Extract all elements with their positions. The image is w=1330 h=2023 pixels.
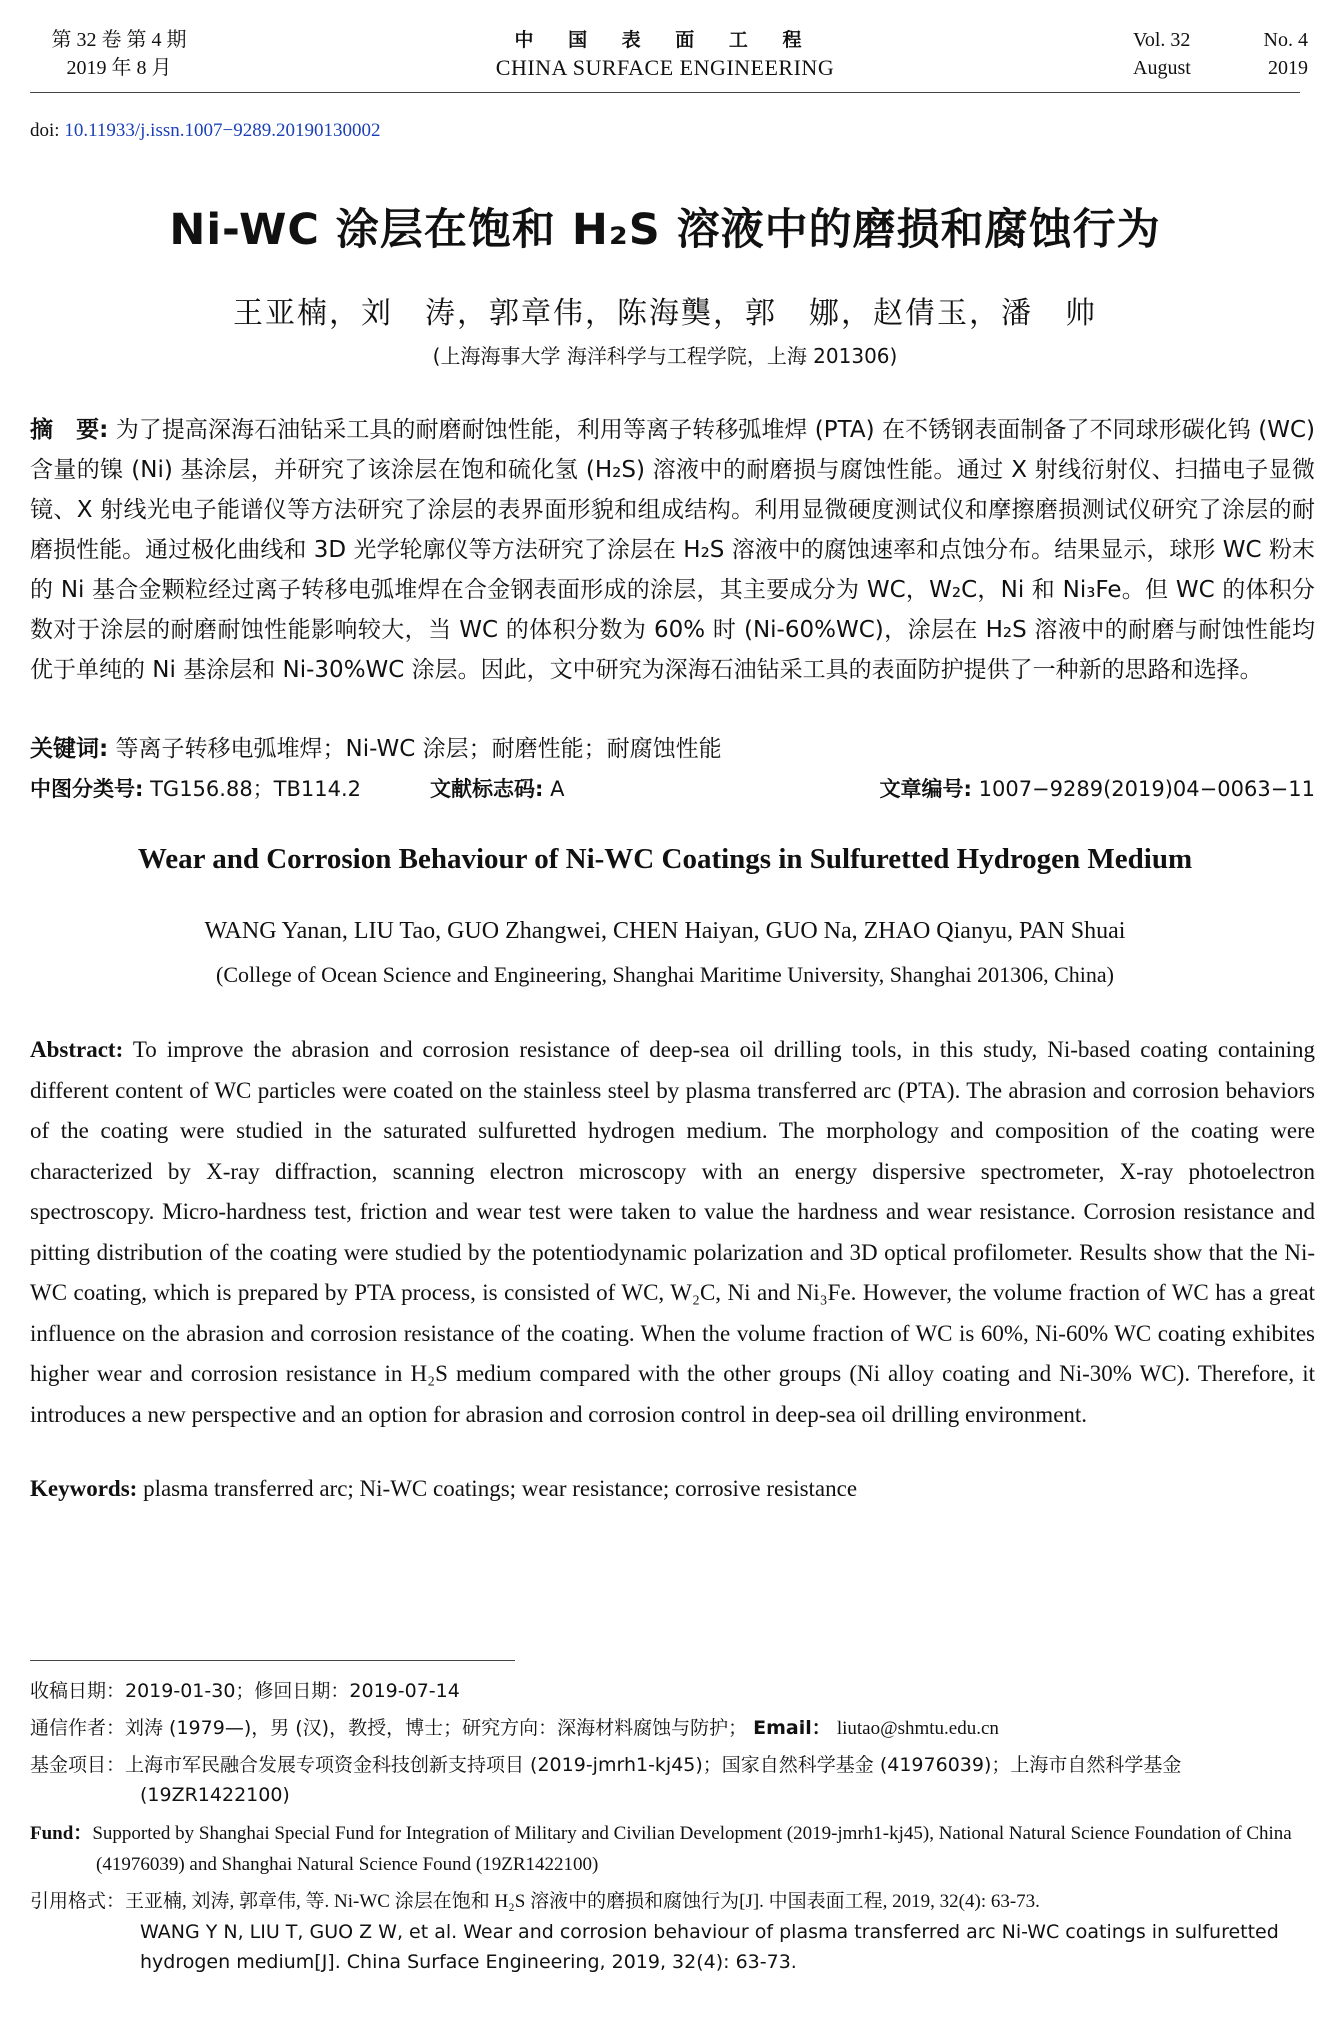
keywords-en-text: plasma transferred arc; Ni-WC coatings; wear resistance; corrosive resistance	[143, 1476, 858, 1501]
footnote-received: 收稿日期：2019-01-30；修回日期：2019-07-14	[30, 1680, 460, 1702]
journal-name-cn: 中 国 表 面 工 程	[514, 29, 816, 51]
paper-title-en: Wear and Corrosion Behaviour of Ni-WC Coatings in Sulfuretted Hydrogen Medium	[137, 843, 1193, 875]
number-en: No. 4	[1263, 29, 1308, 51]
doi-label: doi:	[30, 120, 60, 141]
clc-label: 中图分类号:	[30, 777, 144, 801]
fund-en-label: Fund：	[30, 1823, 93, 1844]
abstract-en	[30, 1030, 1315, 1435]
month-en: August	[1133, 57, 1191, 79]
citation-label: 引用格式：	[30, 1890, 126, 1912]
abstract-cn-label: 摘 要:	[30, 417, 109, 443]
affiliation-cn: (上海海事大学 海洋科学与工程学院，上海 201306)	[432, 344, 898, 368]
document-code	[430, 773, 564, 803]
volume-issue-cn: 第 32 卷 第 4 期	[51, 29, 187, 51]
affiliation-en: (College of Ocean Science and Engineering, Shanghai Maritime University, Shanghai 201306, China)	[216, 962, 1114, 987]
keywords-cn-label: 关键词:	[30, 736, 109, 762]
abstract-cn	[30, 410, 1315, 690]
corresponding-label: 通信作者：	[30, 1717, 126, 1739]
footnote-corresponding	[30, 1713, 1315, 1744]
footnote-divider	[30, 1660, 515, 1661]
paper-title-cn: Ni-WC 涂层在饱和 H₂S 溶液中的磨损和腐蚀行为	[169, 205, 1161, 255]
clc-code	[30, 773, 361, 803]
date-cn: 2019 年 8 月	[66, 57, 172, 79]
keywords-en-label: Keywords:	[30, 1476, 138, 1501]
fund-cn-label: 基金项目：	[30, 1754, 126, 1776]
abstract-cn-text: 为了提高深海石油钻采工具的耐磨耐蚀性能，利用等离子转移弧堆焊 (PTA) 在不锈钢表面制备了不同球形碳化钨 (WC) 含量的镍 (Ni) 基涂层，并研究了该涂层在饱和硫化氢 (H₂S) 溶液中的耐磨损与腐蚀性能。通过 X 射线衍射仪、扫描电子显微镜、X 射线光电子能谱仪等方法研究了涂层的表界面形貌和组成结构。利用显微硬度测试仪和摩擦磨损测试仪研究了涂层的耐磨损性能。通过极化曲线和 3D 光学轮廓仪等方法研究了涂层在 H₂S 溶液中的腐蚀速率和点蚀分布。结果显示，球形 WC 粉末的 Ni 基合金颗粒经过离子转移电弧堆焊在合金钢表面形成的涂层，其主要成分为 WC，W₂C，Ni 和 Ni₃Fe。但 WC 的体积分数对于涂层的耐磨耐蚀性能影响较大，当 WC 的体积分数为 60% 时 (Ni-60%WC)，涂层在 H₂S 溶液中的耐磨与耐蚀性能均优于单纯的 Ni 基涂层和 Ni-30%WC 涂层。因此，文中研究为深海石油钻采工具的表面防护提供了一种新的思路和选择。	[30, 417, 1316, 683]
fund-cn-text: 上海市军民融合发展专项资金科技创新支持项目 (2019-jmrh1-kj45)；国家自然科学基金 (41976039)；上海市自然科学基金 (19ZR1422100)	[125, 1754, 1182, 1806]
keywords-en	[30, 1476, 1315, 1502]
header-issue-cn	[34, 26, 204, 82]
year-en: 2019	[1268, 57, 1308, 79]
article-number	[880, 773, 1315, 803]
authors-en: WANG Yanan, LIU Tao, GUO Zhangwei, CHEN Haiyan, GUO Na, ZHAO Qianyu, PAN Shuai	[204, 918, 1126, 944]
footnote-fund-en	[30, 1818, 1315, 1880]
footnote-citation-en: WANG Y N, LIU T, GUO Z W, et al. Wear and corrosion behaviour of plasma transferred arc Ni-WC coatings in sulfuretted hydrogen medium[J]. China Surface Engineering, 2019, 32(4): 63-73.	[140, 1921, 1279, 1973]
header-issue-en	[1133, 26, 1308, 82]
abstract-en-label: Abstract:	[30, 1037, 124, 1062]
abstract-en-text: To improve the abrasion and corrosion resistance of deep-sea oil drilling tools, in this study, Ni-based coating containing different content of WC particles were coated on the stainless steel by plasma transferred arc (PTA). The abrasion and corrosion behaviors of the coating were studied in the saturated sulfuretted hydrogen medium. The morphology and composition of the coating were characterized by X-ray diffraction, scanning electron microscopy with an energy dispersive spectrometer, X-ray photoelectron spectroscopy. Micro-hardness test, friction and wear test were taken to value the hardness and wear resistance. Corrosion resistance and pitting distribution of the coating were studied by the potentiodynamic polarization and 3D optical profilometer. Results show that the Ni-WC coating, which is prepared by PTA process, is consisted of WC, W₂C, Ni and Ni₃Fe. However, the volume fraction of WC has a great influence on the abrasion and corrosion resistance of the coating. When the volume fraction of WC is 60%, Ni-60% WC coating exhibites higher wear and corrosion resistance in H₂S medium compared with the other groups (Ni alloy coating and Ni-30% WC). Therefore, it introduces a new perspective and an option for abrasion and corrosion control in deep-sea oil drilling environment.	[30, 1037, 1315, 1427]
email-value[interactable]: liutao@shmtu.edu.cn	[836, 1718, 999, 1739]
doi-link[interactable]: 10.11933/j.issn.1007−9289.20190130002	[64, 120, 381, 141]
article-no-value: 1007−9289(2019)04−0063−11	[978, 777, 1315, 801]
corresponding-text: 刘涛 (1979—)，男 (汉)，教授，博士；研究方向：深海材料腐蚀与防护；	[125, 1717, 748, 1739]
doc-code-label: 文献标志码:	[430, 777, 544, 801]
email-label: Email：	[753, 1717, 831, 1739]
clc-value: TG156.88；TB114.2	[150, 777, 362, 801]
authors-cn: 王亚楠，刘 涛，郭章伟，陈海龑，郭 娜，赵倩玉，潘 帅	[233, 296, 1097, 331]
doi-line	[30, 120, 380, 142]
keywords-cn	[30, 730, 1315, 763]
fund-en-text: Supported by Shanghai Special Fund for Integration of Military and Civilian Development (2019-jmrh1-kj45), National Natural Science Foundation of China (41976039) and Shanghai Natural Science Found (19ZR1422100)	[92, 1823, 1292, 1875]
volume-en: Vol. 32	[1133, 29, 1191, 51]
citation-cn: 王亚楠, 刘涛, 郭章伟, 等. Ni-WC 涂层在饱和 H₂S 溶液中的磨损和腐蚀行为[J]. 中国表面工程, 2019, 32(4): 63-73.	[125, 1891, 1040, 1912]
footnote-fund-cn	[30, 1750, 1315, 1810]
journal-name-en: CHINA SURFACE ENGINEERING	[495, 55, 835, 80]
article-no-label: 文章编号:	[879, 777, 972, 801]
header-divider	[30, 92, 1300, 93]
doc-code-value: A	[550, 777, 565, 801]
header-journal	[440, 26, 890, 82]
footnote-citation	[30, 1886, 1315, 1917]
keywords-cn-text: 等离子转移电弧堆焊；Ni-WC 涂层；耐磨性能；耐腐蚀性能	[115, 736, 722, 762]
